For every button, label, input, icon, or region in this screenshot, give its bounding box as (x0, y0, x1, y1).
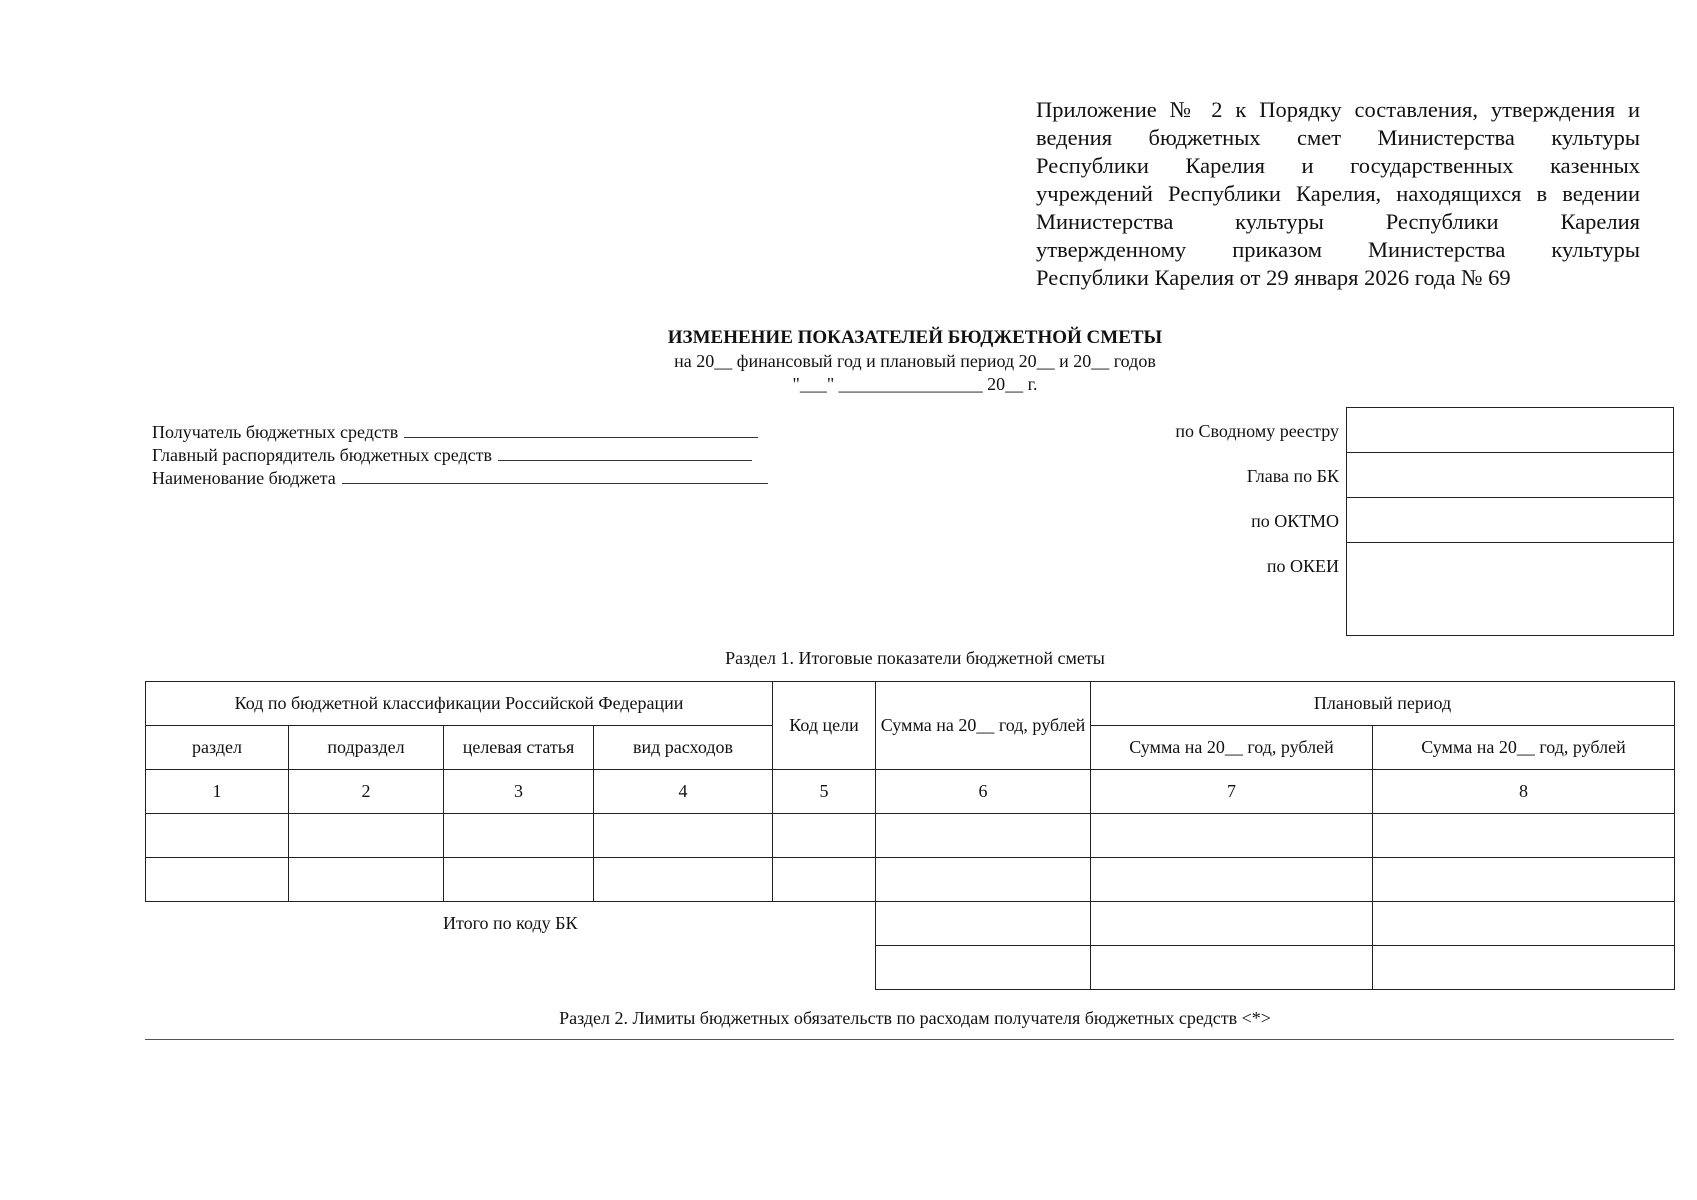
column-number: 2 (289, 770, 444, 814)
table-cell[interactable] (773, 858, 876, 902)
target-item-header: целевая статья (444, 726, 594, 770)
section-header: раздел (146, 726, 289, 770)
bottom-divider (145, 1039, 1674, 1040)
total-cell[interactable] (876, 946, 1091, 990)
appendix-line: ведения бюджетных смет Министерства культуры (1036, 125, 1640, 150)
total-row (146, 902, 1675, 946)
table-row (146, 814, 1675, 858)
appendix-note (1036, 96, 1640, 292)
okei-code-cell[interactable] (1347, 543, 1673, 635)
table-cell[interactable] (289, 814, 444, 858)
table-cell[interactable] (876, 858, 1091, 902)
column-number: 7 (1091, 770, 1373, 814)
table-cell[interactable] (594, 858, 773, 902)
oktmo-label: по ОКТМО (1251, 511, 1339, 531)
table-row (146, 858, 1675, 902)
budget-name-label: Наименование бюджета (152, 468, 336, 488)
recipient-label: Получатель бюджетных средств (152, 422, 399, 442)
table-cell[interactable] (773, 814, 876, 858)
code-box (1346, 407, 1674, 636)
manager-label: Главный распорядитель бюджетных средств (152, 445, 492, 465)
appendix-line: учреждений Республики Карелия, находящихся в ведении (1036, 181, 1640, 206)
plan-period-header: Плановый период (1091, 682, 1675, 726)
column-number: 3 (444, 770, 594, 814)
total-cell[interactable] (1373, 902, 1675, 946)
plan-year2-header: Сумма на 20__ год, рублей (1373, 726, 1675, 770)
goal-code-header: Код цели (773, 682, 876, 770)
sum-current-header: Сумма на 20__ год, рублей (876, 682, 1091, 770)
table-cell[interactable] (146, 814, 289, 858)
appendix-line: Министерства культуры Республики Карелия (1036, 209, 1640, 234)
chapter-code-cell[interactable] (1347, 453, 1673, 498)
table-cell[interactable] (289, 858, 444, 902)
appendix-line: утвержденному приказом Министерства культуры (1036, 237, 1640, 262)
document-title: ИЗМЕНЕНИЕ ПОКАЗАТЕЛЕЙ БЮДЖЕТНОЙ СМЕТЫ (667, 327, 1163, 348)
manager-blank[interactable] (498, 443, 752, 461)
total-label: Итого по коду БК (146, 902, 876, 990)
chapter-label: Глава по БК (1246, 466, 1339, 486)
table-cell[interactable] (146, 858, 289, 902)
section2-heading: Раздел 2. Лимиты бюджетных обязательств по расходам получателя бюджетных средств <*> (559, 1008, 1271, 1028)
table-cell[interactable] (444, 858, 594, 902)
table-header-row (146, 682, 1675, 726)
oktmo-code-cell[interactable] (1347, 498, 1673, 543)
table-cell[interactable] (594, 814, 773, 858)
subsection-header: подраздел (289, 726, 444, 770)
column-number: 8 (1373, 770, 1675, 814)
column-number-row (146, 770, 1675, 814)
table-cell[interactable] (444, 814, 594, 858)
table-cell[interactable] (1091, 814, 1373, 858)
expense-type-header: вид расходов (594, 726, 773, 770)
total-cell[interactable] (876, 902, 1091, 946)
table-cell[interactable] (1373, 858, 1675, 902)
column-number: 5 (773, 770, 876, 814)
registry-code-cell[interactable] (1347, 408, 1673, 453)
total-cell[interactable] (1373, 946, 1675, 990)
column-number: 4 (594, 770, 773, 814)
table-cell[interactable] (876, 814, 1091, 858)
column-number: 1 (146, 770, 289, 814)
registry-label: по Сводному реестру (1175, 421, 1339, 441)
okei-label: по ОКЕИ (1266, 556, 1339, 576)
section1-heading: Раздел 1. Итоговые показатели бюджетной сметы (725, 648, 1105, 668)
column-number: 6 (876, 770, 1091, 814)
table-cell[interactable] (1373, 814, 1675, 858)
document-subtitle: на 20__ финансовый год и плановый период 20__ и 20__ годов (674, 351, 1156, 371)
total-cell[interactable] (1091, 946, 1373, 990)
date-line: "___" ________________ 20__ г. (792, 374, 1038, 394)
plan-year1-header: Сумма на 20__ год, рублей (1091, 726, 1373, 770)
appendix-line: Республики Карелия от 29 января 2026 года № 69 (1036, 265, 1511, 290)
appendix-line: Приложение № 2 к Порядку составления, утверждения и (1036, 97, 1640, 122)
bk-code-header: Код по бюджетной классификации Российской Федерации (146, 682, 773, 726)
budget-indicators-table (145, 681, 1675, 990)
table-cell[interactable] (1091, 858, 1373, 902)
appendix-line: Республики Карелия и государственных казенных (1036, 153, 1640, 178)
total-cell[interactable] (1091, 902, 1373, 946)
manager-field (152, 443, 752, 467)
